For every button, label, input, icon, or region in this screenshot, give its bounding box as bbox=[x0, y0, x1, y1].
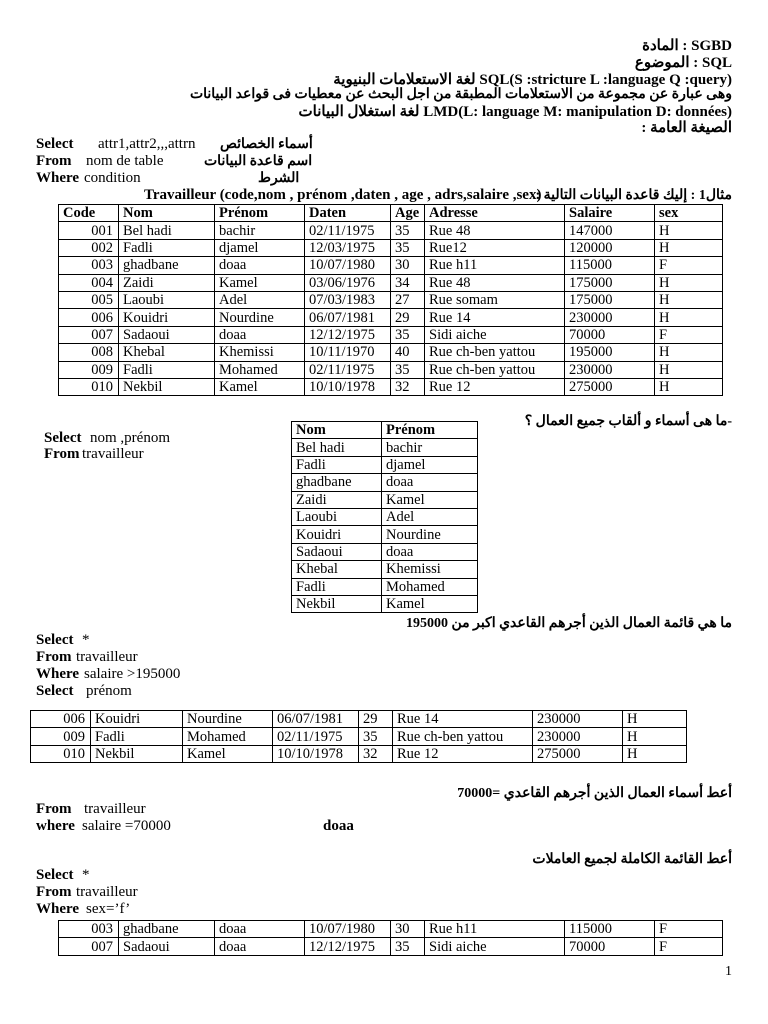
q1-from bbox=[44, 446, 144, 463]
q2-question: ما هي قائمة العمال الذين أجرهم القاعدي اكبر من 195000 bbox=[405, 616, 732, 631]
column-header: Adresse bbox=[425, 205, 565, 222]
table-cell: bachir bbox=[382, 439, 478, 456]
table-cell: H bbox=[655, 222, 723, 239]
column-header: sex bbox=[655, 205, 723, 222]
table-row bbox=[59, 291, 723, 308]
general-form-from-ar: اسم قاعدة البيانات bbox=[204, 154, 313, 169]
table-cell: Adel bbox=[382, 508, 478, 525]
table-cell: F bbox=[655, 921, 723, 938]
table-cell: H bbox=[655, 309, 723, 326]
table-cell: 230000 bbox=[565, 309, 655, 326]
table-cell: H bbox=[655, 378, 723, 395]
table-cell: Kamel bbox=[382, 491, 478, 508]
table-cell: Rue ch-ben yattou bbox=[393, 728, 533, 745]
header-subject: SGBD : المادة bbox=[642, 38, 732, 54]
sql-keyword: Where bbox=[36, 170, 80, 186]
table-cell: Kamel bbox=[215, 274, 305, 291]
general-form-where-ar: الشرط bbox=[258, 171, 300, 186]
sql-value: prénom bbox=[86, 683, 132, 699]
table-row bbox=[292, 474, 478, 491]
general-form-select-ar: أسماء الخصائص bbox=[220, 137, 313, 152]
table-row bbox=[59, 222, 723, 239]
table-cell: Nourdine bbox=[215, 309, 305, 326]
sql-value: travailleur bbox=[76, 649, 138, 665]
table-row bbox=[31, 728, 687, 745]
table-cell: doaa bbox=[215, 921, 305, 938]
table-cell: 147000 bbox=[565, 222, 655, 239]
table-cell: Mohamed bbox=[382, 578, 478, 595]
table-row bbox=[59, 344, 723, 361]
table-cell: 02/11/1975 bbox=[305, 222, 391, 239]
table-cell: 10/11/1970 bbox=[305, 344, 391, 361]
table-cell: Zaidi bbox=[292, 491, 382, 508]
sql-keyword: From bbox=[36, 884, 72, 900]
table-header-row bbox=[292, 422, 478, 439]
table-cell: 007 bbox=[59, 326, 119, 343]
table-cell: doaa bbox=[382, 474, 478, 491]
table-cell: 35 bbox=[391, 239, 425, 256]
table-cell: Kamel bbox=[215, 378, 305, 395]
table-cell: H bbox=[655, 344, 723, 361]
table-cell: 06/07/1981 bbox=[273, 711, 359, 728]
table-row bbox=[292, 508, 478, 525]
sql-keyword: Select bbox=[36, 632, 74, 648]
q2-where bbox=[36, 666, 180, 683]
table-cell: H bbox=[623, 711, 687, 728]
table-cell: 30 bbox=[391, 921, 425, 938]
sql-keyword: Where bbox=[36, 666, 80, 682]
table-cell: Kamel bbox=[382, 595, 478, 612]
table-cell: Nekbil bbox=[119, 378, 215, 395]
table-cell: Rue somam bbox=[425, 291, 565, 308]
sql-value: nom de table bbox=[86, 153, 164, 169]
table-cell: Rue ch-ben yattou bbox=[425, 361, 565, 378]
table-cell: Khebal bbox=[119, 344, 215, 361]
table-cell: 275000 bbox=[565, 378, 655, 395]
travailleur-table bbox=[58, 204, 723, 396]
table-cell: Nekbil bbox=[91, 745, 183, 762]
table-cell: Rue 48 bbox=[425, 274, 565, 291]
table-cell: Khemissi bbox=[382, 561, 478, 578]
table-cell: 003 bbox=[59, 257, 119, 274]
table-row bbox=[59, 274, 723, 291]
table-cell: Rue12 bbox=[425, 239, 565, 256]
q2-select-prenom bbox=[36, 683, 132, 700]
table-cell: Nekbil bbox=[292, 595, 382, 612]
sql-keyword: From bbox=[44, 446, 80, 462]
sql-value: salaire =70000 bbox=[82, 818, 171, 834]
table-row bbox=[31, 711, 687, 728]
table-cell: Fadli bbox=[119, 239, 215, 256]
table-cell: Kouidri bbox=[292, 526, 382, 543]
table-row bbox=[59, 257, 723, 274]
table-cell: doaa bbox=[215, 938, 305, 955]
table-cell: ghadbane bbox=[292, 474, 382, 491]
sql-value: salaire >195000 bbox=[84, 666, 181, 682]
table-cell: 230000 bbox=[533, 711, 623, 728]
table-row bbox=[292, 526, 478, 543]
table-cell: 70000 bbox=[565, 326, 655, 343]
column-header: Prénom bbox=[382, 422, 478, 439]
table-cell: Khebal bbox=[292, 561, 382, 578]
q3-where bbox=[36, 818, 171, 835]
sql-keyword: From bbox=[36, 649, 72, 665]
table-cell: 002 bbox=[59, 239, 119, 256]
table-cell: 29 bbox=[391, 309, 425, 326]
table-cell: Bel hadi bbox=[292, 439, 382, 456]
sql-value: nom ,prénom bbox=[90, 430, 170, 446]
table-cell: 10/10/1978 bbox=[273, 745, 359, 762]
table-cell: 35 bbox=[391, 938, 425, 955]
table-cell: 195000 bbox=[565, 344, 655, 361]
table-cell: djamel bbox=[215, 239, 305, 256]
table-cell: Sidi aiche bbox=[425, 938, 565, 955]
q4-result-table bbox=[58, 920, 723, 956]
table-cell: Fadli bbox=[91, 728, 183, 745]
table-cell: doaa bbox=[215, 257, 305, 274]
table-cell: 175000 bbox=[565, 291, 655, 308]
table-row bbox=[292, 491, 478, 508]
example1-title-ar: مثال1 : إليك قاعدة البيانات التالية : bbox=[535, 188, 732, 203]
table-cell: Fadli bbox=[292, 456, 382, 473]
header-description: وهى عبارة عن مجموعة من الاستعلامات المطبقة من اجل البحث عن معطيات فى قواعد البيانات bbox=[189, 87, 732, 102]
table-cell: 009 bbox=[59, 361, 119, 378]
q2-from bbox=[36, 649, 138, 666]
table-cell: Rue ch-ben yattou bbox=[425, 344, 565, 361]
q2-result-table bbox=[30, 710, 687, 763]
sql-keyword: Select bbox=[36, 683, 74, 699]
general-form-where bbox=[36, 170, 141, 187]
table-cell: Khemissi bbox=[215, 344, 305, 361]
table-cell: 115000 bbox=[565, 257, 655, 274]
q3-result: doaa bbox=[323, 818, 354, 834]
table-cell: 004 bbox=[59, 274, 119, 291]
table-cell: 35 bbox=[391, 361, 425, 378]
table-cell: 003 bbox=[59, 921, 119, 938]
table-cell: 35 bbox=[391, 326, 425, 343]
table-cell: 07/03/1983 bbox=[305, 291, 391, 308]
q4-where bbox=[36, 901, 130, 918]
page-number: 1 bbox=[725, 964, 732, 979]
table-header-row bbox=[59, 205, 723, 222]
table-cell: 32 bbox=[391, 378, 425, 395]
table-cell: Bel hadi bbox=[119, 222, 215, 239]
column-header: Code bbox=[59, 205, 119, 222]
table-row bbox=[59, 326, 723, 343]
table-cell: 010 bbox=[31, 745, 91, 762]
sql-value: condition bbox=[84, 170, 141, 186]
sql-keyword: From bbox=[36, 153, 72, 169]
table-cell: bachir bbox=[215, 222, 305, 239]
table-cell: ghadbane bbox=[119, 257, 215, 274]
table-cell: 70000 bbox=[565, 938, 655, 955]
sql-keyword: Where bbox=[36, 901, 80, 917]
header-topic: SQL : الموضوع bbox=[634, 55, 732, 71]
table-cell: 29 bbox=[359, 711, 393, 728]
table-cell: H bbox=[655, 239, 723, 256]
q4-question: أعط القائمة الكاملة لجميع العاملات bbox=[532, 852, 732, 867]
table-row bbox=[59, 938, 723, 955]
table-cell: Sadaoui bbox=[292, 543, 382, 560]
table-cell: 120000 bbox=[565, 239, 655, 256]
table-cell: 175000 bbox=[565, 274, 655, 291]
table-cell: Nourdine bbox=[382, 526, 478, 543]
sql-keyword: Select bbox=[36, 136, 74, 152]
table-row bbox=[31, 745, 687, 762]
q1-result-table bbox=[291, 421, 478, 613]
column-header: Daten bbox=[305, 205, 391, 222]
sql-value: sex=’f’ bbox=[86, 901, 131, 917]
table-cell: H bbox=[655, 274, 723, 291]
table-row bbox=[59, 921, 723, 938]
table-cell: 06/07/1981 bbox=[305, 309, 391, 326]
q1-question: -ما هى أسماء و ألقاب جميع العمال ؟ bbox=[524, 414, 732, 429]
table-row bbox=[292, 439, 478, 456]
table-cell: H bbox=[623, 745, 687, 762]
table-cell: Rue 14 bbox=[393, 711, 533, 728]
sql-keyword: From bbox=[36, 801, 72, 817]
table-cell: 275000 bbox=[533, 745, 623, 762]
q1-select bbox=[44, 430, 170, 447]
table-cell: 40 bbox=[391, 344, 425, 361]
table-row bbox=[59, 361, 723, 378]
table-cell: 12/12/1975 bbox=[305, 938, 391, 955]
sql-value: * bbox=[82, 632, 90, 648]
table-cell: Sadaoui bbox=[119, 938, 215, 955]
table-cell: djamel bbox=[382, 456, 478, 473]
q4-from bbox=[36, 884, 138, 901]
table-cell: Adel bbox=[215, 291, 305, 308]
header-general-form-label: الصيغة العامة : bbox=[641, 120, 732, 136]
table-cell: 230000 bbox=[533, 728, 623, 745]
table-cell: 35 bbox=[359, 728, 393, 745]
table-cell: Rue h11 bbox=[425, 921, 565, 938]
column-header: Age bbox=[391, 205, 425, 222]
table-cell: 10/07/1980 bbox=[305, 257, 391, 274]
example1-schema: Travailleur (code,nom , prénom ,daten , age , adrs,salaire ,sex) bbox=[144, 187, 542, 203]
sql-value: travailleur bbox=[82, 446, 144, 462]
table-cell: 03/06/1976 bbox=[305, 274, 391, 291]
table-cell: 005 bbox=[59, 291, 119, 308]
table-row bbox=[292, 456, 478, 473]
sql-value: travailleur bbox=[84, 801, 146, 817]
table-cell: 008 bbox=[59, 344, 119, 361]
column-header: Nom bbox=[119, 205, 215, 222]
table-cell: Sidi aiche bbox=[425, 326, 565, 343]
table-cell: 001 bbox=[59, 222, 119, 239]
q3-question: أعط أسماء العمال الذين أجرهم القاعدي =70000 bbox=[457, 786, 732, 801]
general-form-from bbox=[36, 153, 163, 170]
table-cell: Rue h11 bbox=[425, 257, 565, 274]
header-sql-definition: SQL(S :stricture L :language Q :query) لغة الاستعلامات البنيوية bbox=[333, 72, 732, 88]
table-cell: Mohamed bbox=[215, 361, 305, 378]
table-cell: Rue 12 bbox=[425, 378, 565, 395]
table-cell: H bbox=[655, 291, 723, 308]
table-cell: Mohamed bbox=[183, 728, 273, 745]
table-cell: 006 bbox=[59, 309, 119, 326]
sql-keyword: Select bbox=[44, 430, 82, 446]
table-cell: Fadli bbox=[292, 578, 382, 595]
table-cell: Kouidri bbox=[91, 711, 183, 728]
sql-keyword: Select bbox=[36, 867, 74, 883]
table-cell: 34 bbox=[391, 274, 425, 291]
table-cell: doaa bbox=[382, 543, 478, 560]
table-cell: Rue 12 bbox=[393, 745, 533, 762]
table-cell: Nourdine bbox=[183, 711, 273, 728]
table-cell: Sadaoui bbox=[119, 326, 215, 343]
table-cell: 115000 bbox=[565, 921, 655, 938]
table-cell: 10/10/1978 bbox=[305, 378, 391, 395]
table-cell: Kouidri bbox=[119, 309, 215, 326]
table-cell: Laoubi bbox=[292, 508, 382, 525]
table-cell: 35 bbox=[391, 222, 425, 239]
table-cell: 12/03/1975 bbox=[305, 239, 391, 256]
table-row bbox=[292, 595, 478, 612]
table-row bbox=[59, 378, 723, 395]
sql-value: * bbox=[82, 867, 90, 883]
column-header: Prénom bbox=[215, 205, 305, 222]
q3-from bbox=[36, 801, 146, 818]
table-cell: 007 bbox=[59, 938, 119, 955]
table-cell: Rue 48 bbox=[425, 222, 565, 239]
table-row bbox=[59, 309, 723, 326]
table-cell: 10/07/1980 bbox=[305, 921, 391, 938]
table-cell: F bbox=[655, 257, 723, 274]
table-cell: 30 bbox=[391, 257, 425, 274]
table-cell: Rue 14 bbox=[425, 309, 565, 326]
table-cell: doaa bbox=[215, 326, 305, 343]
table-cell: 02/11/1975 bbox=[273, 728, 359, 745]
table-row bbox=[292, 578, 478, 595]
table-cell: ghadbane bbox=[119, 921, 215, 938]
q2-select bbox=[36, 632, 90, 649]
q4-select bbox=[36, 867, 90, 884]
table-cell: H bbox=[655, 361, 723, 378]
header-lmd-definition: LMD(L: language M: manipulation D: données) لغة استغلال البيانات bbox=[298, 104, 732, 120]
column-header: Salaire bbox=[565, 205, 655, 222]
table-row bbox=[292, 543, 478, 560]
sql-keyword: where bbox=[36, 818, 75, 834]
table-cell: H bbox=[623, 728, 687, 745]
table-row bbox=[292, 561, 478, 578]
table-cell: Kamel bbox=[183, 745, 273, 762]
table-cell: Fadli bbox=[119, 361, 215, 378]
table-cell: 006 bbox=[31, 711, 91, 728]
table-cell: F bbox=[655, 326, 723, 343]
table-row bbox=[59, 239, 723, 256]
sql-value: attr1,attr2,,,attrn bbox=[98, 136, 196, 152]
table-cell: 010 bbox=[59, 378, 119, 395]
table-cell: 02/11/1975 bbox=[305, 361, 391, 378]
table-cell: Laoubi bbox=[119, 291, 215, 308]
table-cell: 32 bbox=[359, 745, 393, 762]
table-cell: 230000 bbox=[565, 361, 655, 378]
table-cell: 009 bbox=[31, 728, 91, 745]
column-header: Nom bbox=[292, 422, 382, 439]
sql-value: travailleur bbox=[76, 884, 138, 900]
table-cell: Zaidi bbox=[119, 274, 215, 291]
general-form-select bbox=[36, 136, 195, 153]
table-cell: F bbox=[655, 938, 723, 955]
table-cell: 27 bbox=[391, 291, 425, 308]
table-cell: 12/12/1975 bbox=[305, 326, 391, 343]
